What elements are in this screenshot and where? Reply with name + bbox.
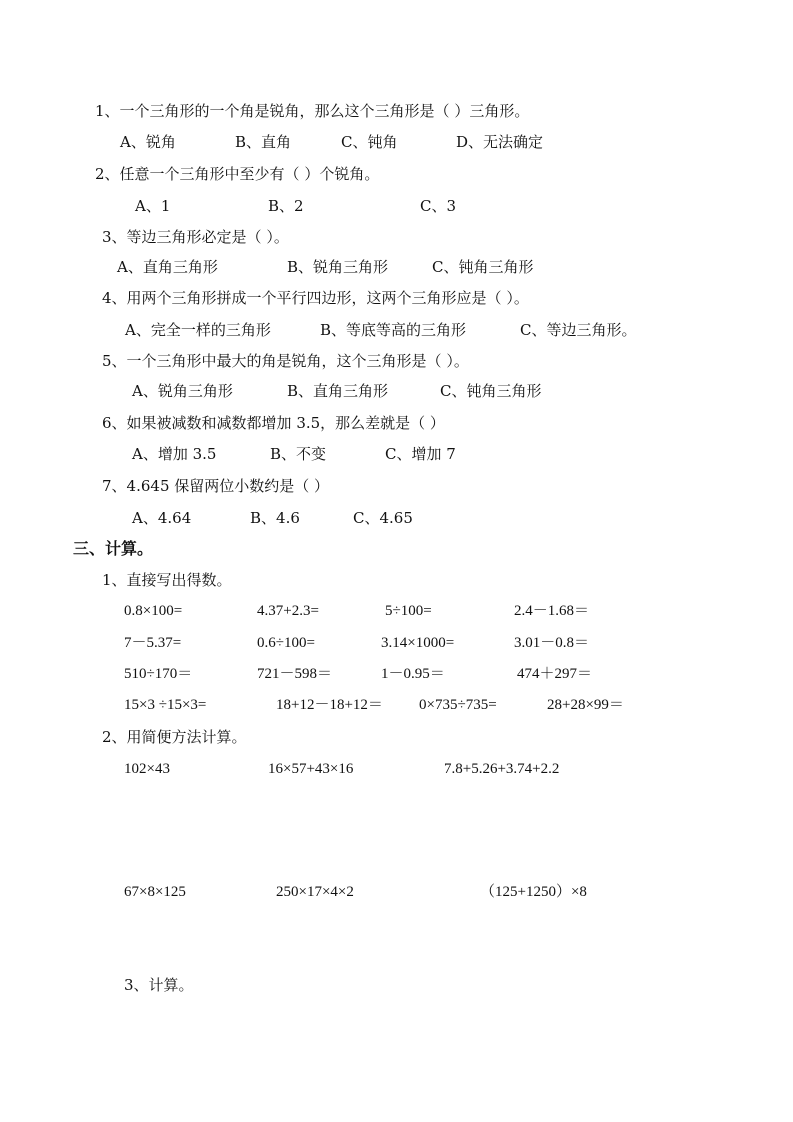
direct-calc-item: 15×3 ÷15×3= [124,697,207,713]
direct-calc-item: 474＋297＝ [517,666,593,682]
direct-calc-item: 721－598＝ [257,666,333,682]
simple-calc-item: 250×17×4×2 [276,884,354,900]
question-1-stem: 1、一个三角形的一个角是锐角，那么这个三角形是（ ）三角形。 [95,102,530,120]
direct-calc-item: 18+12－18+12＝ [276,697,383,713]
direct-calc-item: 7－5.37= [124,635,182,651]
direct-calc-heading: 1、直接写出得数。 [102,571,232,589]
question-6-option-a: A、增加 3.5 [132,445,217,463]
question-4-option-a: A、完全一样的三角形 [125,321,271,339]
direct-calc-item: 0.8×100= [124,603,183,619]
question-5-option-a: A、锐角三角形 [132,382,233,400]
direct-calc-item: 4.37+2.3= [257,603,319,619]
question-2-option-c: C、3 [420,197,457,215]
question-7-option-b: B、4.6 [250,509,300,527]
simple-calc-item: （125+1250）×8 [480,884,587,900]
question-7-option-a: A、4.64 [132,509,192,527]
question-2-option-a: A、1 [135,197,171,215]
question-7-stem: 7、4.645 保留两位小数约是（ ） [102,477,330,495]
question-6-stem: 6、如果被减数和减数都增加 3.5，那么差就是（ ） [102,414,445,432]
question-4-stem: 4、用两个三角形拼成一个平行四边形，这两个三角形应是（ ）。 [102,289,529,307]
question-5-option-c: C、钝角三角形 [440,382,542,400]
direct-calc-item: 510÷170＝ [124,666,193,682]
question-4-option-c: C、等边三角形。 [520,321,637,339]
question-6-option-c: C、增加 7 [385,445,456,463]
question-3-option-b: B、锐角三角形 [287,258,389,276]
question-1-option-c: C、钝角 [341,133,398,151]
question-2-option-b: B、2 [268,197,304,215]
direct-calc-item: 1－0.95＝ [381,666,445,682]
direct-calc-item: 3.14×1000= [381,635,455,651]
question-5-option-b: B、直角三角形 [287,382,389,400]
simple-calc-item: 102×43 [124,761,170,777]
question-3-option-a: A、直角三角形 [117,258,218,276]
question-3-stem: 3、等边三角形必定是（ ）。 [102,228,289,246]
direct-calc-item: 0×735÷735= [419,697,497,713]
question-1-option-b: B、直角 [235,133,292,151]
question-5-stem: 5、一个三角形中最大的角是锐角，这个三角形是（ ）。 [102,352,469,370]
calc-heading: 3、计算。 [124,976,194,994]
section-3-title: 三、计算。 [73,539,154,558]
simple-calc-item: 67×8×125 [124,884,186,900]
question-1-option-a: A、锐角 [120,133,176,151]
direct-calc-item: 0.6÷100= [257,635,315,651]
direct-calc-item: 5÷100= [385,603,432,619]
simple-calc-heading: 2、用简便方法计算。 [102,728,247,746]
question-4-option-b: B、等底等高的三角形 [320,321,467,339]
question-3-option-c: C、钝角三角形 [432,258,534,276]
question-2-stem: 2、任意一个三角形中至少有（ ）个锐角。 [95,165,380,183]
direct-calc-item: 3.01－0.8＝ [514,635,590,651]
question-1-option-d: D、无法确定 [456,133,544,151]
simple-calc-item: 7.8+5.26+3.74+2.2 [444,761,560,777]
question-6-option-b: B、不变 [270,445,327,463]
direct-calc-item: 28+28×99＝ [547,697,624,713]
direct-calc-item: 2.4－1.68＝ [514,603,590,619]
simple-calc-item: 16×57+43×16 [268,761,354,777]
question-7-option-c: C、4.65 [353,509,413,527]
